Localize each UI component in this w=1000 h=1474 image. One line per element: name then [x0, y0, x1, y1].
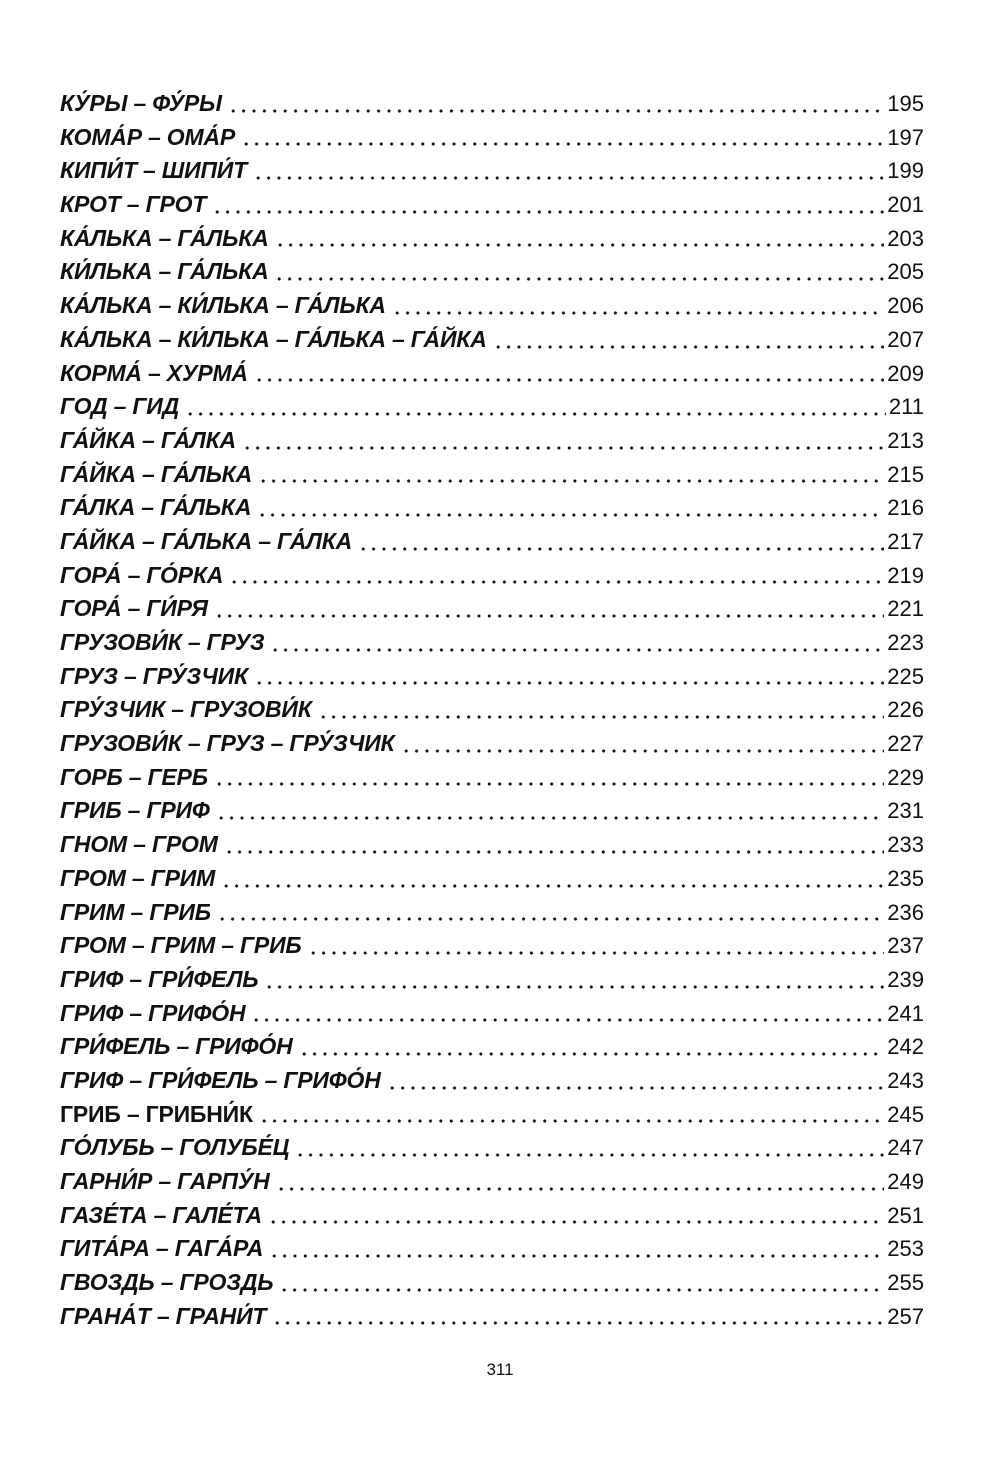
dot-leader	[318, 700, 885, 720]
toc-entry	[60, 188, 924, 222]
toc-entry-title: ГРУЗОВИ́К – ГРУЗ	[60, 629, 265, 655]
toc-entry-page: 227	[887, 731, 924, 757]
dot-leader	[212, 195, 884, 215]
toc-entry-title: ГРОМ – ГРИМ	[60, 864, 216, 891]
dot-leader	[228, 94, 884, 114]
toc-entry	[60, 592, 924, 626]
toc-entry-page: 251	[887, 1202, 924, 1228]
dot-leader	[251, 1003, 884, 1023]
toc-entry-page: 215	[887, 461, 924, 487]
dot-leader	[308, 936, 885, 956]
dot-leader	[358, 532, 884, 552]
toc-entry-title: ГРАНА́Т – ГРАНИ́Т	[60, 1302, 267, 1329]
toc-entry	[60, 727, 924, 761]
toc-entry	[60, 559, 924, 593]
dot-leader	[275, 228, 885, 248]
toc-entry-page: 225	[887, 663, 924, 689]
toc-entry-title: ГРИФ – ГРИФО́Н	[60, 999, 246, 1026]
toc-entry-page: 223	[887, 630, 924, 655]
toc-entry	[60, 997, 924, 1031]
toc-entry-title: КОРМА́ – ХУРМА́	[60, 359, 248, 386]
toc-entry-title: ГРОМ – ГРИМ – ГРИБ	[60, 932, 302, 959]
toc-entry-page: 242	[887, 1034, 924, 1060]
toc-entry-page: 221	[887, 596, 924, 622]
toc-entry-page: 207	[887, 326, 924, 352]
toc-entry	[60, 1266, 924, 1300]
dot-leader	[276, 1172, 885, 1192]
toc-entry-title: ГИТА́РА – ГАГА́РА	[60, 1235, 264, 1262]
dot-leader	[216, 801, 885, 821]
toc-entry	[60, 626, 924, 660]
toc-entry-title: ГРУЗ – ГРУ́ЗЧИК	[60, 662, 248, 689]
dot-leader	[214, 767, 884, 787]
toc-entry	[60, 222, 924, 256]
toc-entry-page: 203	[887, 225, 924, 251]
toc-entry	[60, 87, 924, 121]
toc-entry	[60, 963, 924, 997]
toc-entry-title: ГОД – ГИД	[60, 393, 180, 420]
toc-entry	[60, 761, 924, 795]
toc-entry	[60, 794, 924, 828]
toc-entry-page: 241	[887, 1000, 924, 1026]
toc-entry-title: КОМА́Р – ОМА́Р	[60, 123, 236, 150]
dot-leader	[295, 1138, 884, 1158]
toc-entry-title: КА́ЛЬКА – КИ́ЛЬКА – ГА́ЛЬКА	[60, 292, 386, 319]
dot-leader	[254, 363, 884, 383]
toc-entry-page: 195	[887, 91, 924, 116]
toc-entry	[60, 693, 924, 727]
toc-entry	[60, 828, 924, 862]
dot-leader	[221, 869, 884, 889]
toc-entry-page: 217	[887, 528, 924, 554]
toc-entry-title: ГРИФ – ГРИ́ФЕЛЬ	[60, 965, 259, 992]
toc-entry-page: 201	[887, 192, 924, 218]
toc-entry-page: 247	[887, 1135, 924, 1161]
dot-leader	[254, 666, 884, 686]
toc-entry	[60, 525, 924, 559]
toc-entry-page: 216	[887, 495, 924, 521]
toc-entry-title: ГРУ́ЗЧИК – ГРУЗОВИ́К	[60, 696, 312, 723]
toc-entry-title: КРОТ – ГРОТ	[60, 191, 207, 218]
dot-leader	[217, 902, 884, 922]
toc-entry-page: 231	[887, 798, 924, 824]
toc-entry	[60, 458, 924, 492]
toc-entry-title: ГАЗЕ́ТА – ГАЛЕ́ТА	[60, 1201, 262, 1228]
toc-entry	[60, 255, 924, 289]
toc-entry	[60, 121, 924, 155]
dot-leader	[279, 1273, 884, 1293]
toc-entry-page: 249	[887, 1169, 924, 1194]
toc-entry-title: КА́ЛЬКА – ГА́ЛЬКА	[60, 224, 269, 251]
toc-entry-page: 197	[887, 124, 924, 150]
dot-leader	[299, 1037, 885, 1057]
toc-entry	[60, 1030, 924, 1064]
toc-entry-title: ГА́ЙКА – ГА́ЛЬКА – ГА́ЛКА	[60, 527, 353, 554]
toc-entry-page: 237	[887, 933, 924, 959]
toc-entry-page: 213	[887, 427, 924, 453]
toc-entry-title: ГО́ЛУБЬ – ГОЛУБЕ́Ц	[60, 1134, 290, 1161]
toc-entry	[60, 424, 924, 458]
toc-entry-title: ГАРНИ́Р – ГАРПУ́Н	[60, 1168, 270, 1194]
toc-entry	[60, 929, 924, 963]
toc-entry-title: ГРИБ – ГРИБНИ́К	[60, 1100, 253, 1127]
dot-leader	[185, 397, 886, 417]
toc-entry-title: ГА́ЙКА – ГА́ЛКА	[60, 426, 236, 453]
toc-entry	[60, 390, 924, 424]
toc-entry-page: 245	[887, 1101, 924, 1127]
toc-entry	[60, 896, 924, 930]
dot-leader	[401, 734, 885, 754]
page-number: 311	[486, 1360, 514, 1379]
toc-entry-title: КУ́РЫ – ФУ́РЫ	[60, 90, 222, 116]
toc-entry-title: КИ́ЛЬКА – ГА́ЛЬКА	[60, 258, 269, 285]
dot-leader	[253, 161, 884, 181]
dot-leader	[269, 1239, 884, 1259]
toc-entry	[60, 491, 924, 525]
toc-entry	[60, 154, 924, 188]
toc-entry	[60, 1131, 924, 1165]
toc-entry-title: ГРИМ – ГРИБ	[60, 898, 211, 925]
dot-leader	[214, 599, 885, 619]
toc-entry	[60, 289, 924, 323]
toc-entry-title: ГА́ЛКА – ГА́ЛЬКА	[60, 494, 252, 521]
toc-entry	[60, 323, 924, 357]
toc-entry	[60, 1098, 924, 1132]
toc-entry-title: ГРУЗОВИ́К – ГРУЗ – ГРУ́ЗЧИК	[60, 730, 395, 757]
dot-leader	[242, 431, 884, 451]
toc-entry-page: 235	[887, 865, 924, 891]
toc-entry-page: 255	[887, 1270, 924, 1296]
dot-leader	[274, 262, 884, 282]
toc-entry	[60, 1165, 924, 1199]
dot-leader	[392, 296, 884, 316]
toc-entry-page: 209	[887, 360, 924, 386]
dot-leader	[387, 1071, 885, 1091]
toc-entry-page: 206	[887, 293, 924, 319]
dot-leader	[268, 1205, 884, 1225]
dot-leader	[272, 1306, 884, 1326]
dot-leader	[493, 330, 885, 350]
toc-entry	[60, 660, 924, 694]
table-of-contents	[60, 87, 924, 1333]
dot-leader	[264, 970, 884, 990]
toc-entry-page: 205	[887, 259, 924, 285]
toc-entry-title: ГРИБ – ГРИФ	[60, 797, 210, 824]
toc-entry-page: 219	[887, 562, 924, 588]
dot-leader	[229, 565, 884, 585]
toc-entry	[60, 357, 924, 391]
dot-leader	[270, 633, 884, 653]
toc-entry-page: 243	[887, 1067, 924, 1093]
toc-entry-title: ГА́ЙКА – ГА́ЛЬКА	[60, 460, 253, 487]
toc-entry-page: 226	[887, 697, 924, 723]
toc-entry-page: 239	[887, 966, 924, 992]
dot-leader	[258, 464, 884, 484]
dot-leader	[241, 127, 884, 147]
dot-leader	[257, 498, 884, 518]
toc-entry	[60, 1064, 924, 1098]
toc-entry-page: 199	[887, 158, 924, 184]
toc-entry	[60, 1300, 924, 1334]
dot-leader	[224, 835, 885, 855]
toc-entry-title: ГВОЗДЬ – ГРОЗДЬ	[60, 1269, 274, 1296]
toc-entry-title: ГРИ́ФЕЛЬ – ГРИФО́Н	[60, 1033, 293, 1060]
toc-entry-title: КИПИ́Т – ШИПИ́Т	[60, 157, 247, 184]
toc-entry-page: 211	[888, 394, 924, 420]
toc-entry-title: ГОРА́ – ГО́РКА	[60, 561, 224, 588]
toc-entry-title: ГОРБ – ГЕРБ	[60, 763, 208, 790]
toc-entry	[60, 862, 924, 896]
toc-entry-page: 229	[887, 764, 924, 790]
toc-entry	[60, 1232, 924, 1266]
toc-entry-page: 236	[887, 899, 924, 925]
toc-entry-title: ГРИФ – ГРИ́ФЕЛЬ – ГРИФО́Н	[60, 1066, 381, 1093]
toc-entry-page: 257	[887, 1303, 924, 1329]
toc-entry-title: ГНОМ – ГРОМ	[60, 831, 218, 858]
toc-entry-title: КА́ЛЬКА – КИ́ЛЬКА – ГА́ЛЬКА – ГА́ЙКА	[60, 325, 487, 352]
toc-entry	[60, 1199, 924, 1233]
toc-entry-page: 253	[887, 1236, 924, 1262]
toc-entry-page: 233	[887, 832, 924, 858]
toc-entry-title: ГОРА́ – ГИ́РЯ	[60, 595, 208, 622]
dot-leader	[259, 1104, 884, 1124]
